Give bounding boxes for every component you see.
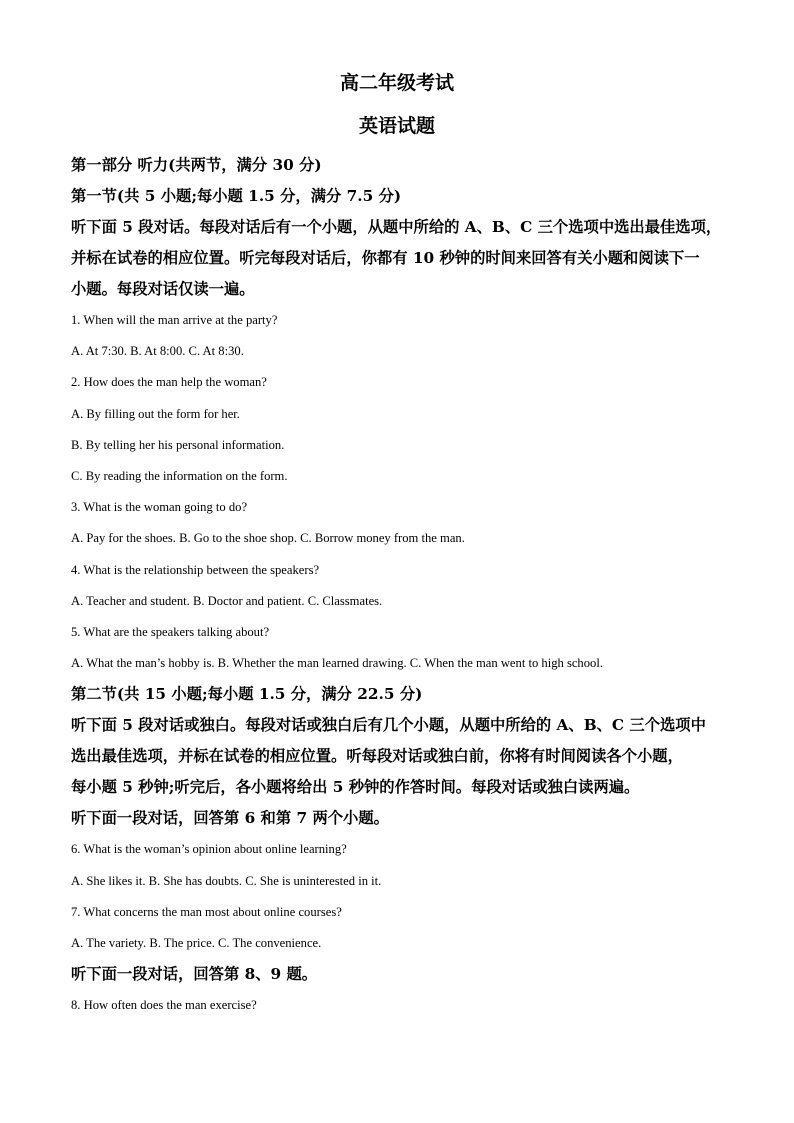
question-4-options: A. Teacher and student. B. Doctor and patient. C. Classmates. [71,593,383,608]
question-4: 4. What is the relationship between the speakers? [71,562,320,577]
question-6: 6. What is the woman’s opinion about online learning? [71,842,347,857]
section1-heading: 第一节(共 5 小题;每小题 1.5 分，满分 7.5 分) [71,187,402,205]
section2-instruction-line: 选出最佳选项，并标在试卷的相应位置。听每段对话或独白前，你将有时间阅读各个小题， [71,747,683,766]
question-7-options: A. The variety. B. The price. C. The convenience. [71,936,322,951]
group1-intro: 听下面一段对话，回答第 6 和第 7 两个小题。 [71,809,389,828]
question-1: 1. When will the man arrive at the party? [71,313,278,327]
section1-instruction-line: 听下面 5 段对话。每段对话后有一个小题，从题中所给的 A、B、C 三个选项中选出最佳选项， [71,218,722,236]
section2-instruction-line: 听下面 5 段对话或独白。每段对话或独白后有几个小题，从题中所给的 A、B、C 三个选项中 [71,716,706,735]
part1-heading: 第一部分 听力(共两节，满分 30 分) [71,156,322,174]
question-3: 3. What is the woman going to do? [71,500,248,515]
exam-title: 高二年级考试 [339,72,454,94]
exam-body [71,150,726,1021]
question-7: 7. What concerns the man most about online courses? [71,904,342,919]
question-2: 2. How does the man help the woman? [71,375,267,390]
question-2-option-b: B. By telling her his personal information. [71,437,285,452]
question-1-options: A. At 7:30. B. At 8:00. C. At 8:30. [71,344,244,359]
exam-subtitle: 英语试题 [358,115,435,137]
question-8: 8. How often does the man exercise? [71,998,257,1013]
question-6-options: A. She likes it. B. She has doubts. C. She is uninterested in it. [71,873,382,888]
group2-intro: 听下面一段对话，回答第 8、9 题。 [71,965,318,984]
section1-instruction-line: 小题。每段对话仅读一遍。 [71,280,255,298]
question-5-options: A. What the man’s hobby is. B. Whether the man learned drawing. C. When the man went to high school. [71,656,603,671]
question-2-option-c: C. By reading the information on the form. [71,469,288,484]
question-5: 5. What are the speakers talking about? [71,625,270,640]
section1-instruction-line: 并标在试卷的相应位置。听完每段对话后，你都有 10 秒钟的时间来回答有关小题和阅读下一 [71,249,700,267]
question-3-options: A. Pay for the shoes. B. Go to the shoe shop. C. Borrow money from the man. [71,531,465,546]
question-2-option-a: A. By filling out the form for her. [71,406,240,421]
section2-heading: 第二节(共 15 小题;每小题 1.5 分，满分 22.5 分) [71,685,423,704]
section2-instruction-line: 每小题 5 秒钟;听完后，各小题将给出 5 秒钟的作答时间。每段对话或独白读两遍。 [71,778,640,797]
